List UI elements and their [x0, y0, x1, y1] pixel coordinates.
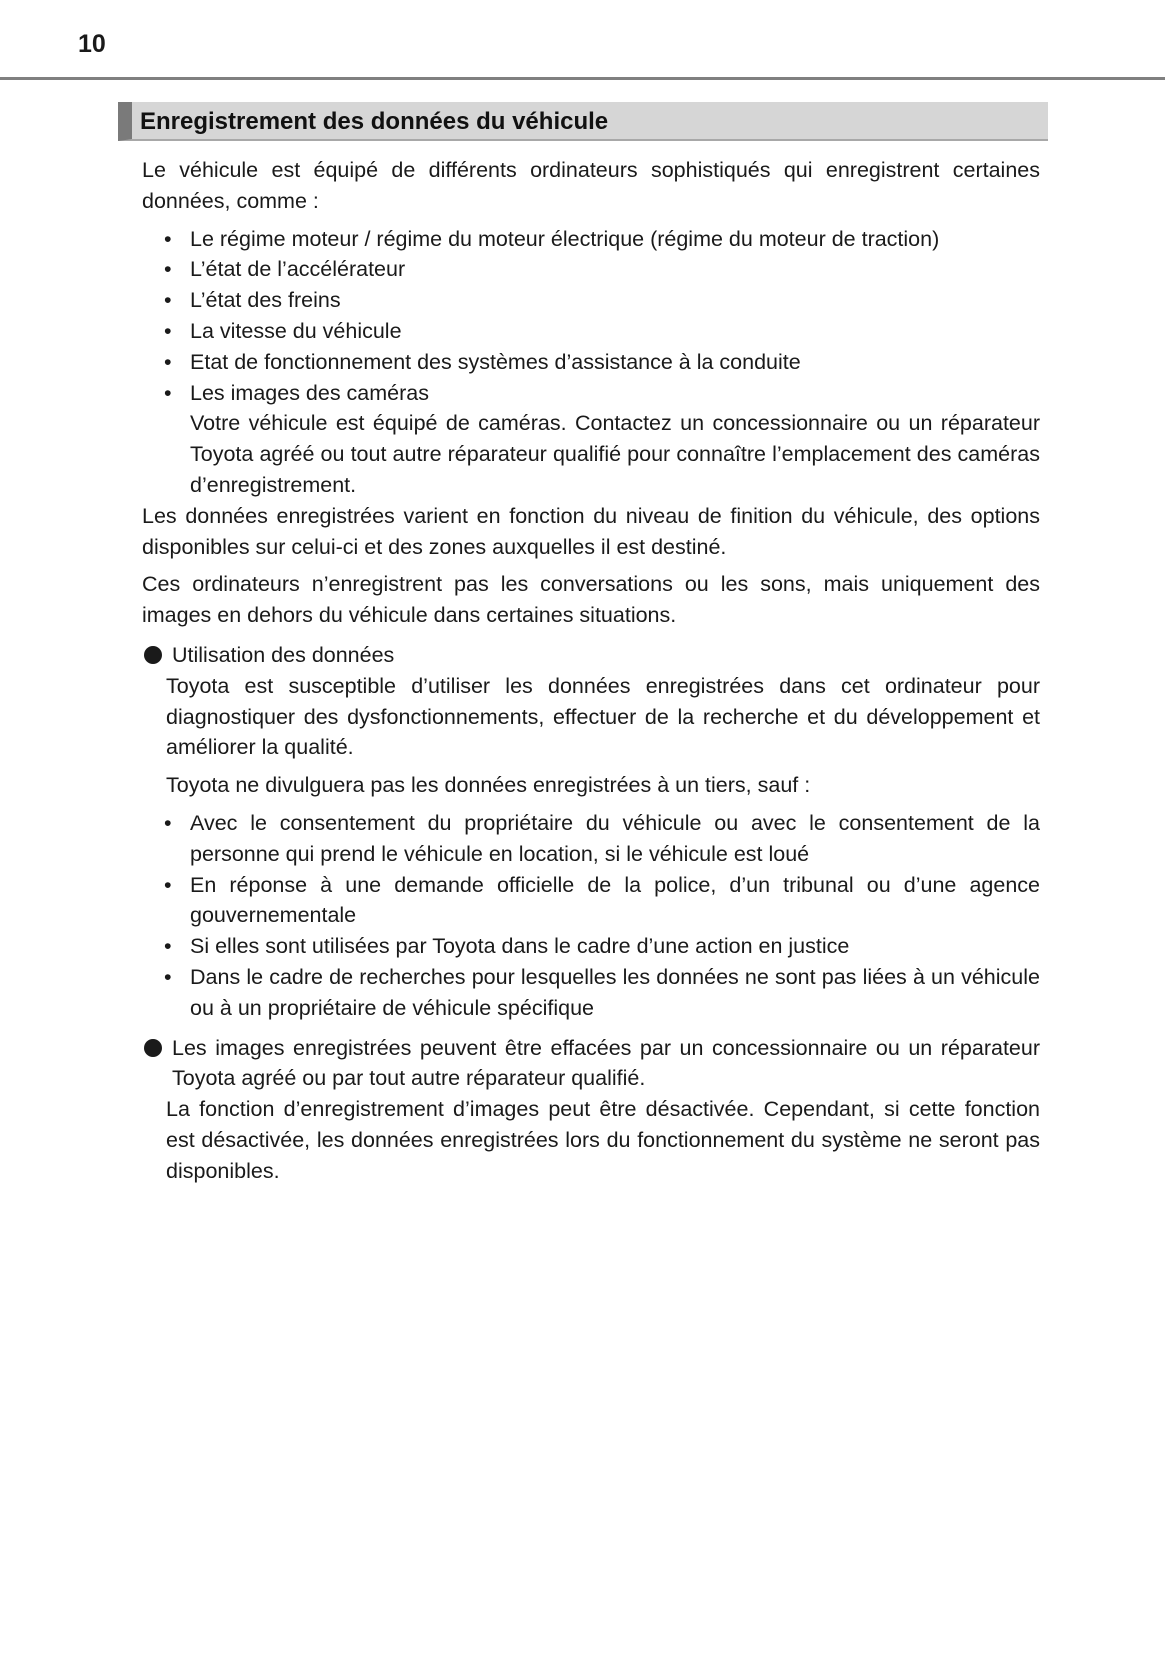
list-item: • L’état de l’accélérateur [142, 254, 1040, 285]
list-item: • L’état des freins [142, 285, 1040, 316]
page-content [142, 155, 1040, 1187]
section-header [118, 102, 1048, 141]
bullet-icon: • [164, 810, 172, 835]
bullet-icon: • [164, 380, 172, 405]
list-item: • La vitesse du véhicule [142, 316, 1040, 347]
bullet-icon: • [164, 934, 172, 959]
filled-circle-icon [144, 646, 162, 664]
privacy-paragraph: Ces ordinateurs n’enregistrent pas les conversations ou les sons, mais uniquement des images en dehors du véhicule dans certaines situations. [142, 572, 1040, 628]
filled-circle-icon [144, 1039, 162, 1057]
bullet-icon: • [164, 318, 172, 343]
intro-paragraph: Le véhicule est équipé de différents ordinateurs sophistiqués qui enregistrent certaines données, comme : [142, 158, 1040, 213]
list-item: • Le régime moteur / régime du moteur électrique (régime du moteur de traction) [142, 224, 1040, 255]
erasure-heading: Les images enregistrées peuvent être effacées par un concessionnaire ou un réparateur Toyota agréé ou par tout autre réparateur qualifié. [172, 1035, 1040, 1091]
list-item: • Dans le cadre de recherches pour lesquelles les données ne sont pas liées à un véhicule ou à un propriétaire de véhicule spécifique [142, 962, 1040, 1024]
page-number: 10 [78, 30, 106, 58]
list-item: • Avec le consentement du propriétaire du véhicule ou avec le consentement de la personne qui prend le véhicule en location, si le véhicule est loué [142, 808, 1040, 870]
variation-paragraph: Les données enregistrées varient en fonction du niveau de finition du véhicule, des options disponibles sur celui-ci et des zones auxquelles il est destiné. [142, 503, 1040, 559]
disclosure-intro: Toyota ne divulguera pas les données enregistrées à un tiers, sauf : [166, 773, 811, 798]
bullet-icon: • [164, 288, 172, 313]
list-item: • En réponse à une demande officielle de la police, d’un tribunal ou d’une agence gouvernementale [142, 870, 1040, 932]
list-item: • Etat de fonctionnement des systèmes d’assistance à la conduite [142, 347, 1040, 378]
cameras-note: Votre véhicule est équipé de caméras. Contactez un concessionnaire ou un réparateur Toyota agréé ou tout autre réparateur qualifié pour connaître l’emplacement des caméras d’enregistrement. [190, 411, 1040, 497]
header-divider [0, 77, 1165, 80]
list-item: • Si elles sont utilisées par Toyota dans le cadre d’une action en justice [142, 931, 1040, 962]
bullet-icon: • [164, 257, 172, 282]
section-title: Enregistrement des données du véhicule [140, 108, 609, 135]
bullet-icon: • [164, 226, 172, 251]
list-item: • Les images des caméras Votre véhicule est équipé de caméras. Contactez un concessionnaire ou un réparateur Toyota agréé ou tout autre réparateur qualifié pour connaître l’emplacement des caméras d’enregistrement. [142, 378, 1040, 501]
usage-body: Toyota est susceptible d’utiliser les données enregistrées dans cet ordinateur pour diagnostiquer des dysfonctionnements, effectuer de la recherche et du développement et améliorer la qualité. [166, 673, 1040, 760]
recorded-data-list [142, 224, 1040, 501]
usage-heading: Utilisation des données [172, 642, 395, 667]
bullet-icon: • [164, 872, 172, 897]
usage-section [142, 640, 1040, 671]
bullet-icon: • [164, 349, 172, 374]
erasure-section [142, 1033, 1040, 1095]
disclosure-exceptions-list [142, 808, 1040, 1024]
erasure-body: La fonction d’enregistrement d’images peut être désactivée. Cependant, si cette fonction est désactivée, les données enregistrées lors du fonctionnement du système ne seront pas disponibles. [166, 1097, 1040, 1183]
bullet-icon: • [164, 964, 172, 989]
